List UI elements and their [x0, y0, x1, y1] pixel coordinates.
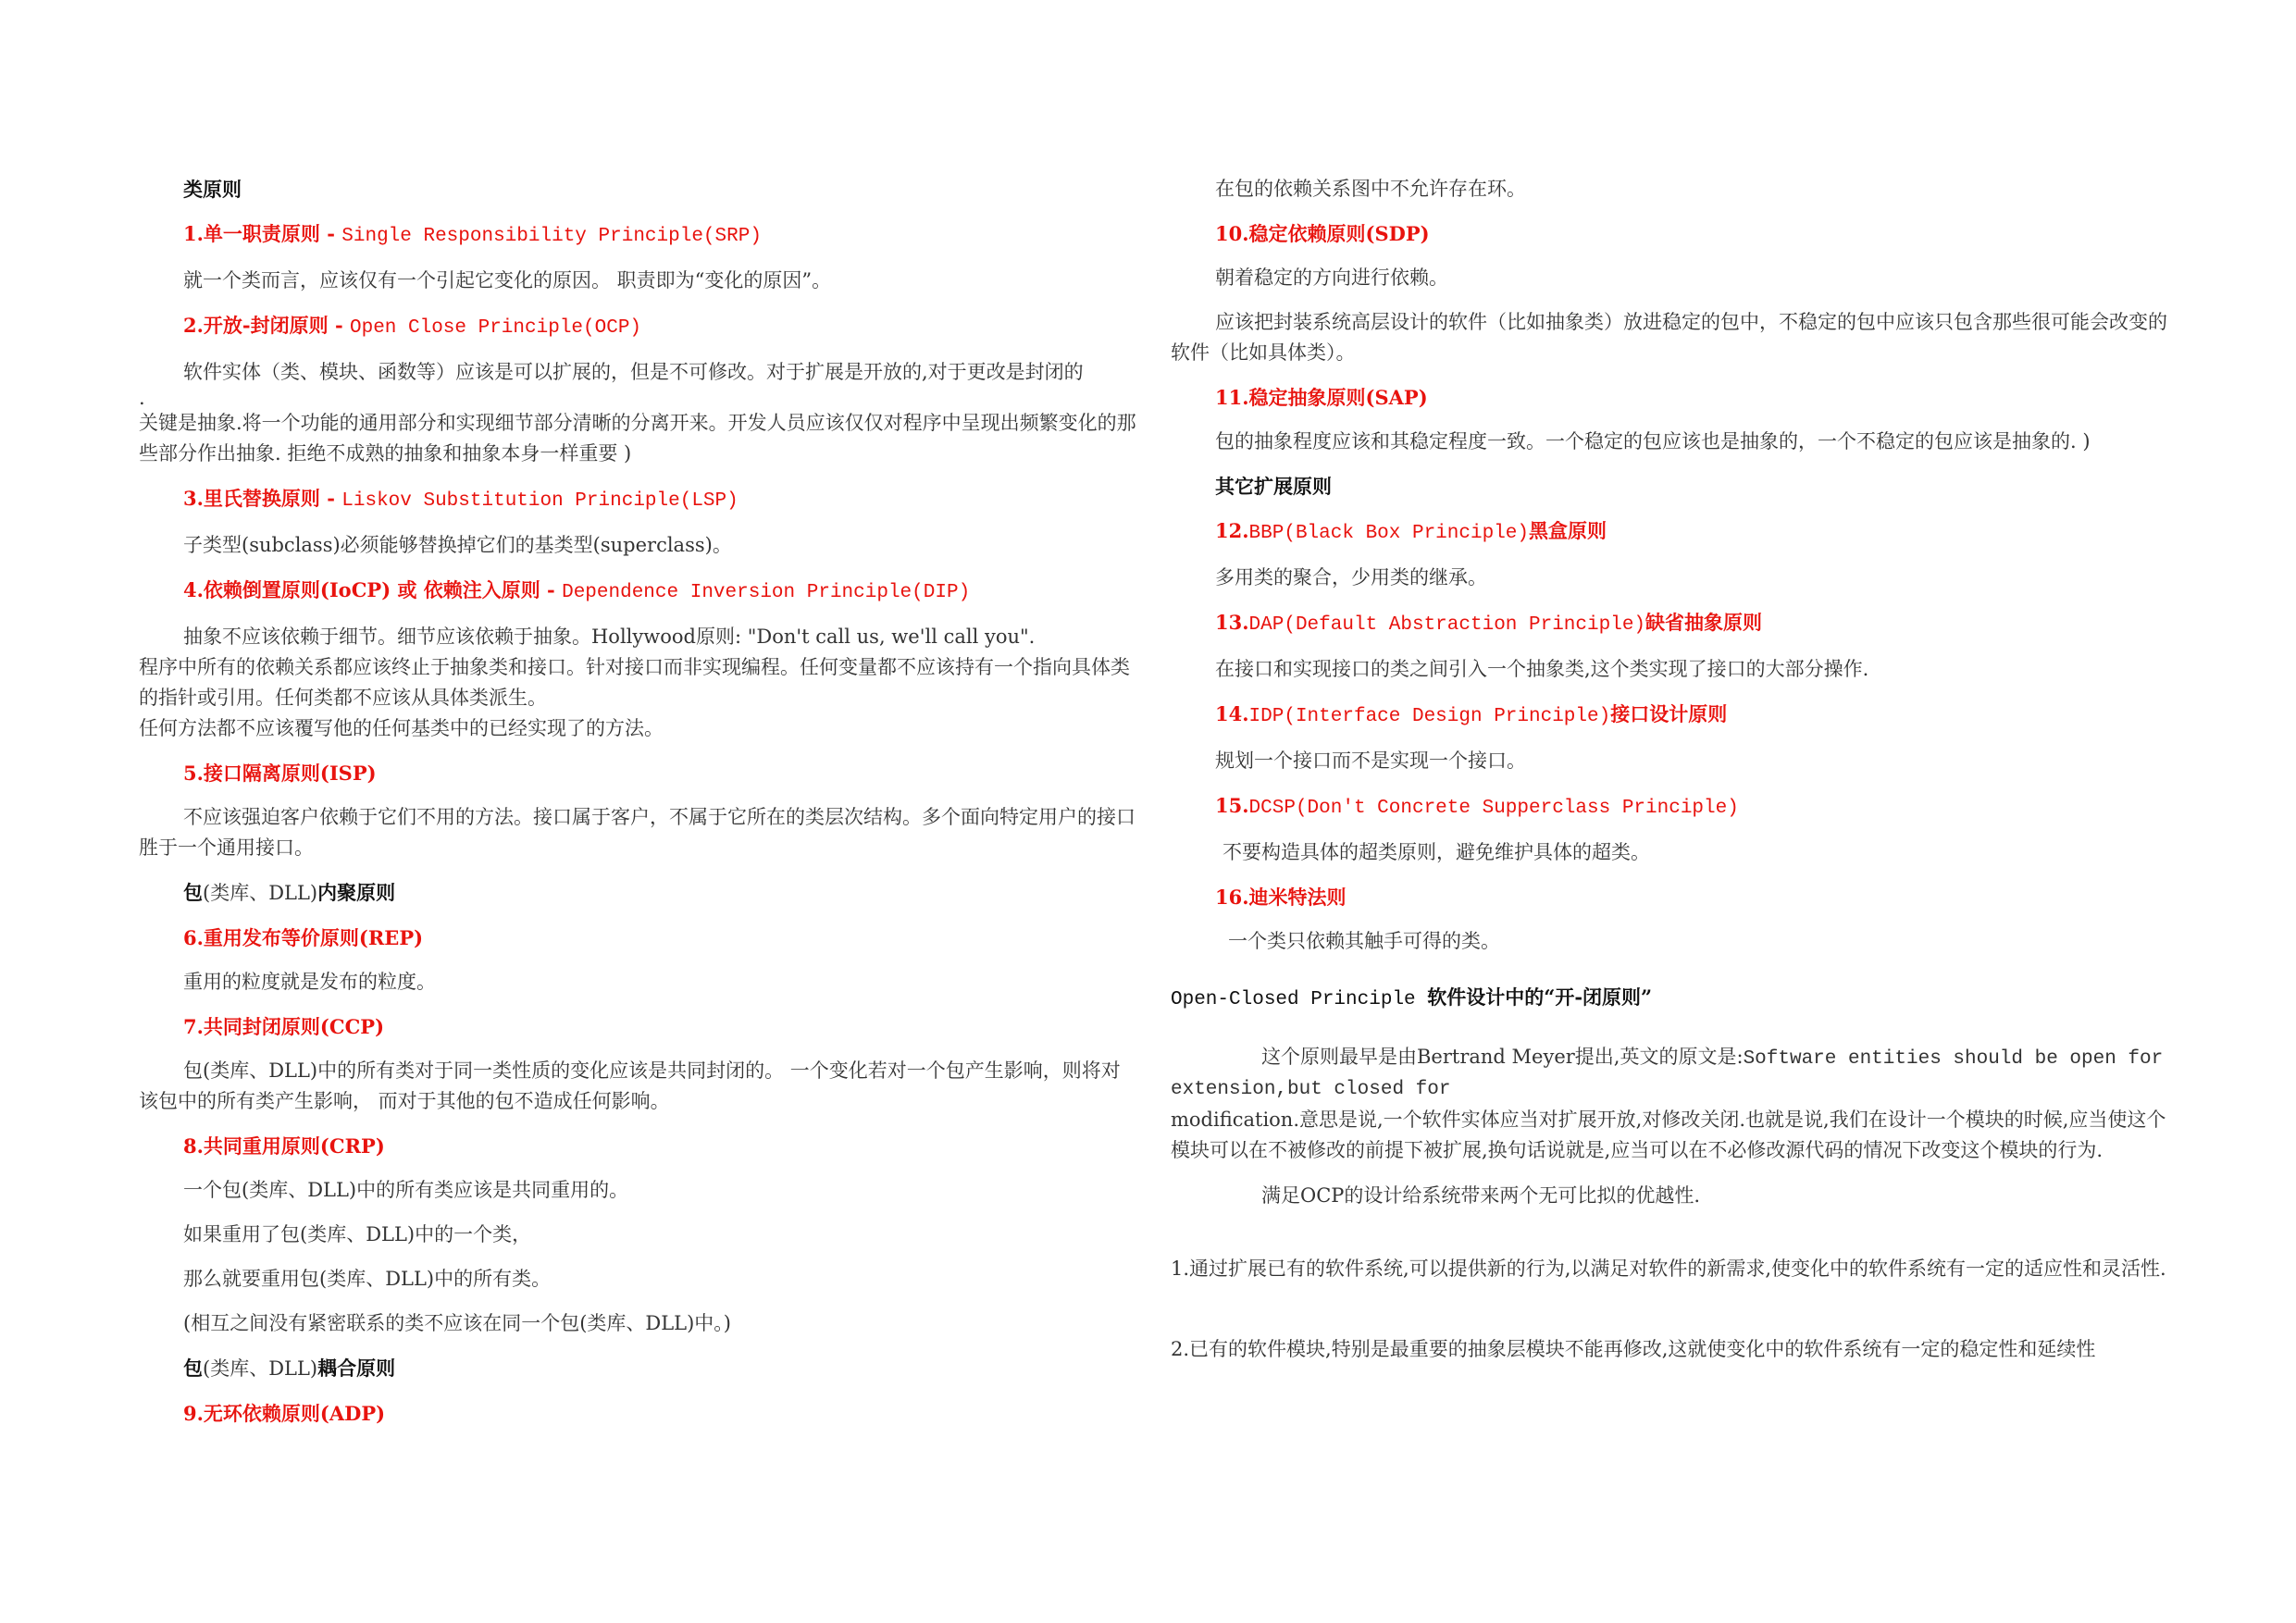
ccp-heading: 7.共同封闭原则(CCP) [183, 1015, 385, 1038]
sdp-body-1: 朝着稳定的方向进行依赖。 [1215, 266, 1448, 289]
adp-heading: 9.无环依赖原则(ADP) [183, 1402, 386, 1425]
idp-heading-num: 14. [1215, 702, 1249, 725]
dap-body: 在接口和实现接口的类之间引入一个抽象类,这个类实现了接口的大部分操作. [1215, 658, 1869, 680]
coupling-heading-c: 耦合原则 [317, 1357, 396, 1380]
idp-heading-cn: 接口设计原则 [1610, 702, 1728, 725]
ocp2-paragraph-2: 满足OCP的设计给系统带来两个无可比拟的优越性. [1261, 1184, 1701, 1207]
bbp-heading-cn: 黑盒原则 [1529, 519, 1607, 542]
idp-heading [1171, 699, 2168, 732]
srp-heading [139, 218, 1136, 252]
srp-heading-cn: 1.单一职责原则 - [183, 222, 342, 245]
coupling-heading-a: 包 [183, 1357, 203, 1380]
bbp-heading-num: 12. [1215, 519, 1249, 542]
bbp-heading-en: BBP(Black Box Principle) [1248, 523, 1529, 544]
demeter-body: 一个类只依赖其触手可得的类。 [1228, 930, 1500, 952]
lsp-heading-cn: 3.里氏替换原则 - [183, 487, 342, 510]
cohesion-heading-a: 包 [183, 881, 203, 904]
dip-body-1: 抽象不应该依赖于细节。细节应该依赖于抽象。Hollywood原则: "Don't call us, we'll call you". [183, 626, 1036, 648]
ocp2-paragraph-1c: modification.意思是说,一个软件实体应当对扩展开放,对修改关闭.也就是说,我们在设计一个模块的时候,应当使这个模块可以在不被修改的前提下被扩展,换句话说就是,应当可以在不必修改源代码的情况下改变这个模块的行为. [1171, 1109, 2166, 1161]
ocp2-paragraph-1 [1171, 1042, 2168, 1074]
coupling-heading [139, 1353, 1136, 1384]
other-principles-heading: 其它扩展原则 [1215, 475, 1332, 498]
ocp-body-1: 软件实体（类、模块、函数等）应该是可以扩展的，但是不可修改。对于扩展是开放的,对于更改是封闭的 [183, 361, 1084, 383]
isp-body: 不应该强迫客户依赖于它们不用的方法。接口属于客户，不属于它所在的类层次结构。多个面向特定用户的接口胜于一个通用接口。 [139, 806, 1136, 859]
cohesion-heading [139, 877, 1136, 909]
sap-body: 包的抽象程度应该和其稳定程度一致。一个稳定的包应该也是抽象的，一个不稳定的包应该是抽象的. ) [1215, 430, 2091, 452]
bbp-heading [1171, 515, 2168, 549]
class-principles-heading: 类原则 [183, 178, 242, 201]
cohesion-heading-b: (类库、DLL) [203, 882, 318, 904]
crp-body-2: 如果重用了包(类库、DLL)中的一个类， [183, 1223, 532, 1245]
dip-heading-cn: 4.依赖倒置原则(IoCP) 或 依赖注入原则 - [183, 578, 563, 601]
ocp2-paragraph-4: 2.已有的软件模块,特别是最重要的抽象层模块不能再修改,这就使变化中的软件系统有一定的稳定性和延续性 [1171, 1338, 2096, 1360]
sap-heading: 11.稳定抽象原则(SAP) [1215, 386, 1428, 409]
adp-body: 在包的依赖关系图中不允许存在环。 [1215, 178, 1526, 200]
dap-heading-num: 13. [1215, 611, 1249, 634]
dcsp-heading-num: 15. [1215, 794, 1249, 817]
lsp-heading [139, 483, 1136, 516]
srp-body: 就一个类而言，应该仅有一个引起它变化的原因。 职责即为“变化的原因”。 [183, 269, 832, 291]
crp-body-1: 一个包(类库、DLL)中的所有类应该是共同重用的。 [183, 1179, 629, 1201]
left-column [139, 174, 1136, 1429]
dcsp-heading-en: DCSP(Don't Concrete Supperclass Principle) [1248, 798, 1739, 819]
srp-heading-en: Single Responsibility Principle(SRP) [341, 226, 762, 247]
ocp2-paragraph-1b: extension,but closed for [1171, 1079, 1451, 1100]
dap-heading-cn: 缺省抽象原则 [1645, 611, 1763, 634]
isp-heading: 5.接口隔离原则(ISP) [183, 762, 377, 785]
ocp2-p1-en1: Software entities should be open for [1743, 1048, 2164, 1070]
sdp-heading: 10.稳定依赖原则(SDP) [1215, 222, 1430, 245]
dip-heading [139, 575, 1136, 608]
sdp-body-2: 应该把封装系统高层设计的软件（比如抽象类）放进稳定的包中，不稳定的包中应该只包含那些很可能会改变的软件（比如具体类）。 [1171, 311, 2167, 364]
bbp-body: 多用类的聚合，少用类的继承。 [1215, 566, 1487, 588]
right-column [1171, 174, 2168, 1365]
ocp2-paragraph-3: 1.通过扩展已有的软件系统,可以提供新的行为,以满足对软件的新需求,使变化中的软件系统有一定的适应性和灵活性. [1171, 1258, 2166, 1280]
dcsp-body: 不要构造具体的超类原则，避免维护具体的超类。 [1222, 841, 1650, 863]
idp-heading-en: IDP(Interface Design Principle) [1248, 706, 1611, 727]
dip-heading-en: Dependence Inversion Principle(DIP) [562, 582, 971, 603]
ocp2-heading [1171, 982, 2168, 1015]
ocp2-heading-cn: 软件设计中的“开-闭原则” [1427, 985, 1653, 1009]
crp-body-3: 那么就要重用包(类库、DLL)中的所有类。 [183, 1268, 552, 1290]
crp-body-4: (相互之间没有紧密联系的类不应该在同一个包(类库、DLL)中。) [183, 1312, 731, 1334]
ocp2-p1-cn: 这个原则最早是由Bertrand Meyer提出,英文的原文是: [1261, 1046, 1744, 1068]
ocp-heading-en: Open Close Principle(OCP) [349, 317, 642, 339]
ocp-body-2: . [139, 387, 145, 409]
ocp-heading-cn: 2.开放-封闭原则 - [183, 314, 350, 337]
dip-body-3: 任何方法都不应该覆写他的任何基类中的已经实现了的方法。 [139, 717, 664, 739]
cohesion-heading-c: 内聚原则 [317, 881, 396, 904]
lsp-body: 子类型(subclass)必须能够替换掉它们的基类型(superclass)。 [183, 534, 732, 556]
ocp2-heading-en: Open-Closed Principle [1171, 989, 1428, 1010]
dcsp-heading [1171, 790, 2168, 824]
dap-heading-en: DAP(Default Abstraction Principle) [1248, 614, 1646, 636]
crp-heading: 8.共同重用原则(CRP) [183, 1134, 385, 1158]
ocp-body-3: 关键是抽象.将一个功能的通用部分和实现细节部分清晰的分离开来。开发人员应该仅仅对程序中呈现出频繁变化的那些部分作出抽象. 拒绝不成熟的抽象和抽象本身一样重要 ) [139, 412, 1136, 465]
ccp-body: 包(类库、DLL)中的所有类对于同一类性质的变化应该是共同封闭的。 一个变化若对一个包产生影响，则将对该包中的所有类产生影响， 而对于其他的包不造成任何影响。 [139, 1059, 1121, 1112]
dip-body-2: 程序中所有的依赖关系都应该终止于抽象类和接口。针对接口而非实现编程。任何变量都不应该持有一个指向具体类的指针或引用。任何类都不应该从具体类派生。 [139, 656, 1130, 709]
rep-body: 重用的粒度就是发布的粒度。 [183, 971, 436, 993]
coupling-heading-b: (类库、DLL) [203, 1357, 318, 1380]
demeter-heading: 16.迪米特法则 [1215, 886, 1347, 909]
idp-body: 规划一个接口而不是实现一个接口。 [1215, 750, 1526, 772]
dap-heading [1171, 607, 2168, 640]
rep-heading: 6.重用发布等价原则(REP) [183, 926, 424, 949]
ocp-heading [139, 310, 1136, 343]
lsp-heading-en: Liskov Substitution Principle(LSP) [341, 490, 738, 512]
